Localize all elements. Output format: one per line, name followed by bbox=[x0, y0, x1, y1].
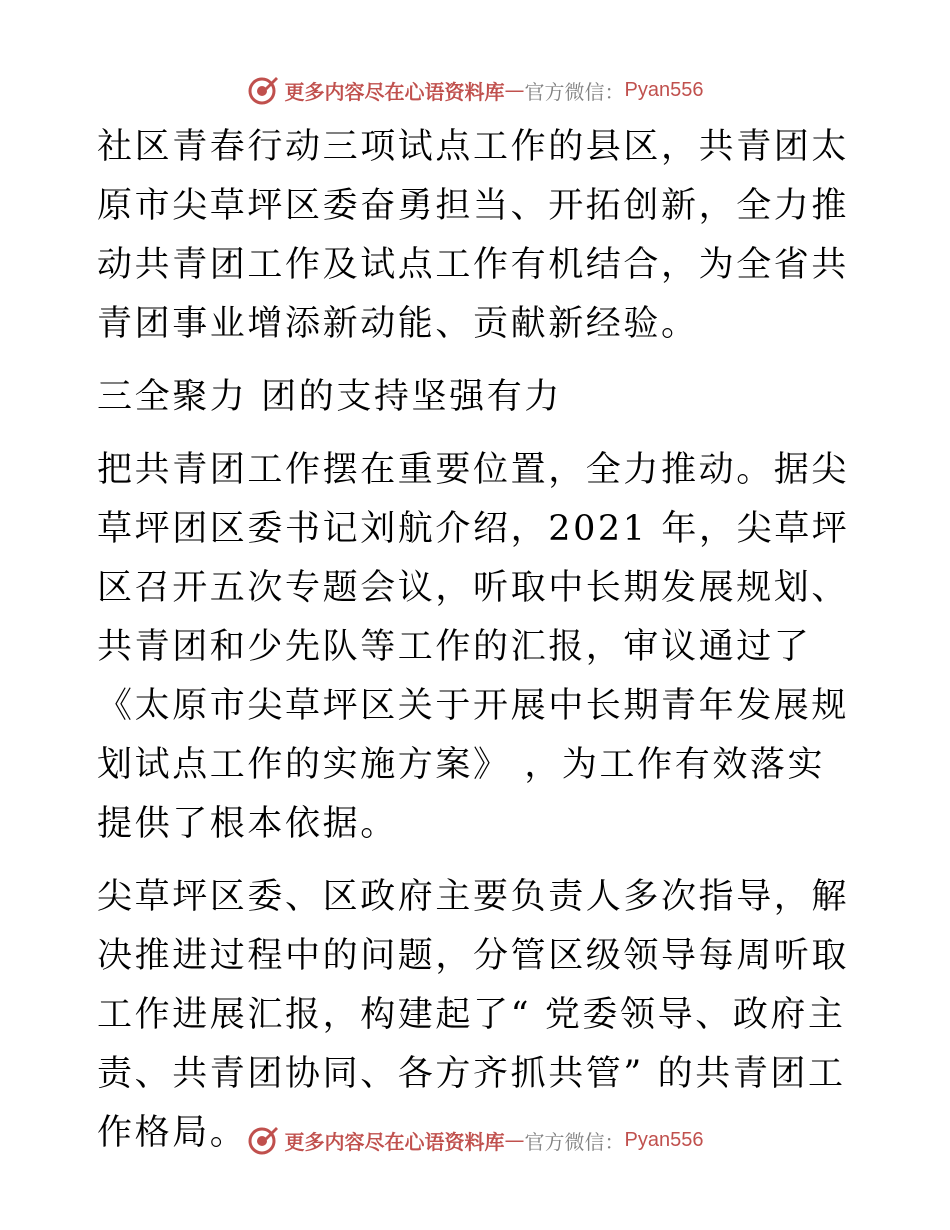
watermark-wechat-id: Pyan556 bbox=[624, 1128, 704, 1151]
watermark-wechat-label: 官方微信： bbox=[524, 79, 625, 104]
paragraph-intro: 社区青春行动三项试点工作的县区，共青团太原市尖草坪区委奋勇担当、开拓创新，全力推动共青团工作及试点工作有机结合，为全省共青团事业增添新动能、贡献新经验。 bbox=[97, 127, 850, 344]
watermark-footer bbox=[0, 1120, 950, 1160]
section-heading: 三全聚力 团的支持坚强有力 bbox=[97, 377, 562, 417]
watermark-wechat-label: 官方微信： bbox=[524, 1129, 625, 1154]
watermark-dash: — bbox=[504, 78, 525, 102]
pen-circle-logo-icon bbox=[247, 1124, 279, 1156]
watermark-header bbox=[0, 70, 950, 110]
watermark-wechat-id: Pyan556 bbox=[624, 78, 704, 101]
paragraph-priority: 把共青团工作摆在重要位置，全力推动。据尖草坪团区委书记刘航介绍，2021 年，尖草坪区召开五次专题会议，听取中长期发展规划、共青团和少先队等工作的汇报，审议通过了《太原市尖草坪区关于开展中长期青年发展规划试点工作的实施方案》 ，为工作有效落实提供了根本依据。 bbox=[97, 450, 850, 844]
watermark-site-name: 更多内容尽在心语资料库 bbox=[284, 1129, 505, 1154]
pen-circle-logo-icon bbox=[247, 74, 279, 106]
paragraph-leadership: 尖草坪区委、区政府主要负责人多次指导，解决推进过程中的问题，分管区级领导每周听取工作进展汇报，构建起了“ 党委领导、政府主责、共青团协同、各方齐抓共管” 的共青团工作格局。 bbox=[97, 877, 850, 1153]
document-body bbox=[97, 118, 857, 1177]
watermark-dash: — bbox=[504, 1128, 525, 1152]
watermark-site-name: 更多内容尽在心语资料库 bbox=[284, 79, 505, 104]
